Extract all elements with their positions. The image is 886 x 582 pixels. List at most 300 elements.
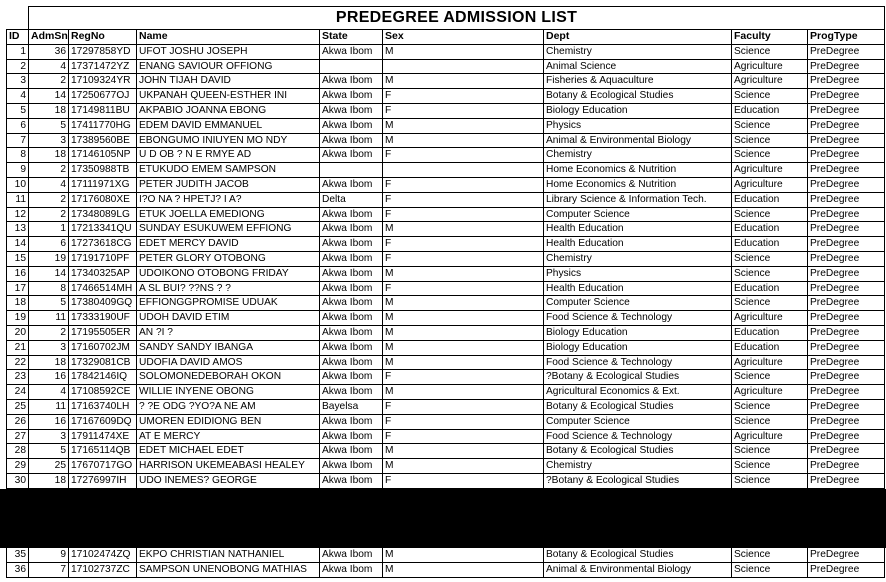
table-row xyxy=(7,370,885,385)
cell-admsn: 4 xyxy=(29,385,69,400)
cell-progtype: PreDegree xyxy=(808,118,885,133)
cell-state: Akwa Ibom xyxy=(320,103,383,118)
cell-state xyxy=(320,163,383,178)
table-row xyxy=(7,562,885,577)
cell-dept: Food Science & Technology xyxy=(544,311,732,326)
cell-name: ETUK JOELLA EMEDIONG xyxy=(137,207,320,222)
cell-regno: 17389560BE xyxy=(69,133,137,148)
cell-admsn: 3 xyxy=(29,429,69,444)
cell-dept: Health Education xyxy=(544,281,732,296)
cell-dept: ?Botany & Ecological Studies xyxy=(544,370,732,385)
cell-id: 30 xyxy=(7,473,29,488)
cell-progtype: PreDegree xyxy=(808,89,885,104)
cell-id: 1 xyxy=(7,44,29,59)
cell-dept: Food Science & Technology xyxy=(544,429,732,444)
cell-sex: F xyxy=(383,370,544,385)
cell-name: SANDY SANDY IBANGA xyxy=(137,340,320,355)
cell-admsn: 5 xyxy=(29,296,69,311)
cell-id: 19 xyxy=(7,311,29,326)
cell-progtype: PreDegree xyxy=(808,311,885,326)
cell-faculty: Science xyxy=(732,399,808,414)
cell-admsn: 8 xyxy=(29,281,69,296)
cell-admsn: 3 xyxy=(29,340,69,355)
cell-dept: Animal & Environmental Biology xyxy=(544,562,732,577)
cell-name: AT E MERCY xyxy=(137,429,320,444)
cell-state: Akwa Ibom xyxy=(320,311,383,326)
cell-admsn: 6 xyxy=(29,237,69,252)
header-row xyxy=(7,30,885,45)
cell-regno: 17842146IQ xyxy=(69,370,137,385)
cell-name: U D OB ? N E RMYE AD xyxy=(137,148,320,163)
cell-id: 4 xyxy=(7,89,29,104)
cell-sex: M xyxy=(383,222,544,237)
cell-name: UDOH DAVID ETIM xyxy=(137,311,320,326)
cell-dept: Physics xyxy=(544,266,732,281)
header-regno: RegNo xyxy=(69,30,137,45)
admission-list-sheet xyxy=(6,6,884,504)
cell-state: Delta xyxy=(320,192,383,207)
cell-dept: Agricultural Economics & Ext. xyxy=(544,385,732,400)
table-row xyxy=(7,325,885,340)
cell-dept: Chemistry xyxy=(544,44,732,59)
cell-id: 18 xyxy=(7,296,29,311)
header-state: State xyxy=(320,30,383,45)
cell-id: 27 xyxy=(7,429,29,444)
header-admsn: AdmSn xyxy=(29,30,69,45)
cell-admsn: 5 xyxy=(29,444,69,459)
cell-dept: Physics xyxy=(544,118,732,133)
cell-dept: Food Science & Technology xyxy=(544,355,732,370)
cell-state: Akwa Ibom xyxy=(320,177,383,192)
cell-id: 36 xyxy=(7,562,29,577)
cell-faculty: Agriculture xyxy=(732,177,808,192)
cell-progtype: PreDegree xyxy=(808,459,885,474)
cell-name: UKPANAH QUEEN-ESTHER INI xyxy=(137,89,320,104)
cell-progtype: PreDegree xyxy=(808,59,885,74)
cell-sex: F xyxy=(383,429,544,444)
cell-faculty: Education xyxy=(732,192,808,207)
cell-sex xyxy=(383,163,544,178)
cell-state: Akwa Ibom xyxy=(320,222,383,237)
table-row xyxy=(7,281,885,296)
cell-dept: Biology Education xyxy=(544,103,732,118)
cell-name: UDOIKONO OTOBONG FRIDAY xyxy=(137,266,320,281)
cell-state: Akwa Ibom xyxy=(320,118,383,133)
cell-state: Akwa Ibom xyxy=(320,133,383,148)
cell-sex: M xyxy=(383,340,544,355)
cell-faculty: Agriculture xyxy=(732,355,808,370)
cell-progtype: PreDegree xyxy=(808,325,885,340)
cell-name: UDOFIA DAVID AMOS xyxy=(137,355,320,370)
cell-progtype: PreDegree xyxy=(808,74,885,89)
cell-dept: Chemistry xyxy=(544,251,732,266)
cell-sex: F xyxy=(383,89,544,104)
cell-id: 6 xyxy=(7,118,29,133)
cell-id: 3 xyxy=(7,74,29,89)
admission-table-bottom xyxy=(6,547,884,578)
cell-dept: Botany & Ecological Studies xyxy=(544,399,732,414)
cell-dept: Animal & Environmental Biology xyxy=(544,133,732,148)
cell-state: Akwa Ibom xyxy=(320,340,383,355)
cell-name: A SL BUI? ??NS ? ? xyxy=(137,281,320,296)
title-row xyxy=(7,7,885,30)
cell-regno: 17911474XE xyxy=(69,429,137,444)
cell-sex: M xyxy=(383,444,544,459)
cell-state: Akwa Ibom xyxy=(320,459,383,474)
table-row xyxy=(7,207,885,222)
cell-regno: 17348089LG xyxy=(69,207,137,222)
table-row xyxy=(7,473,885,488)
cell-faculty: Science xyxy=(732,370,808,385)
cell-sex: M xyxy=(383,133,544,148)
table-row xyxy=(7,414,885,429)
cell-state: Akwa Ibom xyxy=(320,414,383,429)
table-row xyxy=(7,429,885,444)
cell-id: 28 xyxy=(7,444,29,459)
cell-sex: M xyxy=(383,311,544,326)
cell-sex: M xyxy=(383,325,544,340)
cell-sex: F xyxy=(383,192,544,207)
cell-id: 7 xyxy=(7,133,29,148)
cell-regno: 17165114QB xyxy=(69,444,137,459)
table-row xyxy=(7,192,885,207)
cell-admsn: 14 xyxy=(29,89,69,104)
cell-name: I?O NA ? HPETJ? I A? xyxy=(137,192,320,207)
cell-sex: M xyxy=(383,74,544,89)
cell-id: 2 xyxy=(7,59,29,74)
cell-admsn: 36 xyxy=(29,44,69,59)
cell-faculty: Agriculture xyxy=(732,385,808,400)
cell-id: 12 xyxy=(7,207,29,222)
cell-regno: 17167609DQ xyxy=(69,414,137,429)
cell-faculty: Science xyxy=(732,473,808,488)
cell-id: 21 xyxy=(7,340,29,355)
cell-regno: 17329081CB xyxy=(69,355,137,370)
page-title: PREDEGREE ADMISSION LIST xyxy=(29,7,885,30)
cell-admsn: 9 xyxy=(29,548,69,563)
cell-dept: Home Economics & Nutrition xyxy=(544,163,732,178)
cell-progtype: PreDegree xyxy=(808,340,885,355)
cell-dept: Biology Education xyxy=(544,325,732,340)
cell-dept: Library Science & Information Tech. xyxy=(544,192,732,207)
cell-dept: Botany & Ecological Studies xyxy=(544,444,732,459)
cell-name: UFOT JOSHU JOSEPH xyxy=(137,44,320,59)
cell-dept: ?Botany & Ecological Studies xyxy=(544,473,732,488)
cell-sex: F xyxy=(383,148,544,163)
cell-state: Akwa Ibom xyxy=(320,266,383,281)
cell-state: Akwa Ibom xyxy=(320,281,383,296)
table-row xyxy=(7,74,885,89)
cell-sex: M xyxy=(383,385,544,400)
cell-sex: F xyxy=(383,473,544,488)
cell-id: 14 xyxy=(7,237,29,252)
cell-faculty: Education xyxy=(732,281,808,296)
cell-id: 11 xyxy=(7,192,29,207)
table-row xyxy=(7,133,885,148)
cell-admsn: 2 xyxy=(29,325,69,340)
cell-regno: 17109324YR xyxy=(69,74,137,89)
cell-name: EKPO CHRISTIAN NATHANIEL xyxy=(137,548,320,563)
cell-regno: 17250677OJ xyxy=(69,89,137,104)
cell-id: 8 xyxy=(7,148,29,163)
cell-sex xyxy=(383,59,544,74)
table-row xyxy=(7,296,885,311)
cell-id: 22 xyxy=(7,355,29,370)
table-row xyxy=(7,148,885,163)
cell-state: Akwa Ibom xyxy=(320,385,383,400)
cell-admsn: 5 xyxy=(29,118,69,133)
redaction-bar xyxy=(0,489,886,548)
cell-regno: 17466514MH xyxy=(69,281,137,296)
cell-admsn: 2 xyxy=(29,207,69,222)
cell-progtype: PreDegree xyxy=(808,207,885,222)
cell-dept: Health Education xyxy=(544,222,732,237)
cell-progtype: PreDegree xyxy=(808,562,885,577)
cell-admsn: 4 xyxy=(29,59,69,74)
cell-state: Akwa Ibom xyxy=(320,89,383,104)
cell-regno: 17340325AP xyxy=(69,266,137,281)
cell-progtype: PreDegree xyxy=(808,355,885,370)
cell-state: Akwa Ibom xyxy=(320,148,383,163)
cell-progtype: PreDegree xyxy=(808,163,885,178)
cell-sex: F xyxy=(383,103,544,118)
cell-sex: M xyxy=(383,266,544,281)
cell-sex: F xyxy=(383,237,544,252)
cell-faculty: Science xyxy=(732,133,808,148)
cell-progtype: PreDegree xyxy=(808,237,885,252)
cell-dept: Chemistry xyxy=(544,148,732,163)
cell-progtype: PreDegree xyxy=(808,103,885,118)
table-row xyxy=(7,459,885,474)
cell-faculty: Agriculture xyxy=(732,74,808,89)
cell-admsn: 18 xyxy=(29,103,69,118)
cell-name: AKPABIO JOANNA EBONG xyxy=(137,103,320,118)
cell-admsn: 16 xyxy=(29,370,69,385)
cell-progtype: PreDegree xyxy=(808,222,885,237)
cell-name: ETUKUDO EMEM SAMPSON xyxy=(137,163,320,178)
cell-id: 9 xyxy=(7,163,29,178)
cell-state: Akwa Ibom xyxy=(320,370,383,385)
header-dept: Dept xyxy=(544,30,732,45)
admission-table xyxy=(6,6,885,504)
cell-regno: 17333190UF xyxy=(69,311,137,326)
cell-progtype: PreDegree xyxy=(808,414,885,429)
cell-admsn: 25 xyxy=(29,459,69,474)
cell-state: Bayelsa xyxy=(320,399,383,414)
cell-progtype: PreDegree xyxy=(808,370,885,385)
cell-progtype: PreDegree xyxy=(808,281,885,296)
cell-admsn: 2 xyxy=(29,163,69,178)
cell-admsn: 14 xyxy=(29,266,69,281)
cell-admsn: 11 xyxy=(29,399,69,414)
table-row xyxy=(7,237,885,252)
cell-id: 35 xyxy=(7,548,29,563)
cell-name: EFFIONGGPROMISE UDUAK xyxy=(137,296,320,311)
cell-id: 10 xyxy=(7,177,29,192)
cell-name: EDET MERCY DAVID xyxy=(137,237,320,252)
cell-name: EDEM DAVID EMMANUEL xyxy=(137,118,320,133)
cell-state: Akwa Ibom xyxy=(320,325,383,340)
cell-admsn: 7 xyxy=(29,562,69,577)
cell-faculty: Science xyxy=(732,266,808,281)
table-row xyxy=(7,355,885,370)
cell-sex: F xyxy=(383,399,544,414)
header-progtype: ProgType xyxy=(808,30,885,45)
cell-faculty: Agriculture xyxy=(732,429,808,444)
cell-id: 26 xyxy=(7,414,29,429)
cell-sex: M xyxy=(383,459,544,474)
cell-regno: 17411770HG xyxy=(69,118,137,133)
cell-admsn: 4 xyxy=(29,177,69,192)
cell-admsn: 1 xyxy=(29,222,69,237)
cell-regno: 17195505ER xyxy=(69,325,137,340)
cell-admsn: 16 xyxy=(29,414,69,429)
cell-progtype: PreDegree xyxy=(808,133,885,148)
cell-regno: 17273618CG xyxy=(69,237,137,252)
cell-id: 24 xyxy=(7,385,29,400)
cell-name: PETER JUDITH JACOB xyxy=(137,177,320,192)
cell-progtype: PreDegree xyxy=(808,444,885,459)
cell-regno: 17163740LH xyxy=(69,399,137,414)
cell-progtype: PreDegree xyxy=(808,296,885,311)
cell-state: Akwa Ibom xyxy=(320,429,383,444)
cell-faculty: Agriculture xyxy=(732,311,808,326)
cell-faculty: Agriculture xyxy=(732,163,808,178)
cell-id: 15 xyxy=(7,251,29,266)
cell-faculty: Science xyxy=(732,44,808,59)
cell-sex: F xyxy=(383,251,544,266)
table-row xyxy=(7,222,885,237)
header-id: ID xyxy=(7,30,29,45)
cell-faculty: Science xyxy=(732,296,808,311)
cell-state xyxy=(320,59,383,74)
cell-progtype: PreDegree xyxy=(808,399,885,414)
cell-id: 23 xyxy=(7,370,29,385)
cell-faculty: Science xyxy=(732,207,808,222)
cell-state: Akwa Ibom xyxy=(320,473,383,488)
cell-sex: M xyxy=(383,355,544,370)
cell-regno: 17191710PF xyxy=(69,251,137,266)
cell-faculty: Science xyxy=(732,251,808,266)
cell-dept: Botany & Ecological Studies xyxy=(544,548,732,563)
table-row xyxy=(7,89,885,104)
header-name: Name xyxy=(137,30,320,45)
cell-dept: Animal Science xyxy=(544,59,732,74)
cell-state: Akwa Ibom xyxy=(320,355,383,370)
cell-id: 17 xyxy=(7,281,29,296)
cell-state: Akwa Ibom xyxy=(320,296,383,311)
cell-name: PETER GLORY OTOBONG xyxy=(137,251,320,266)
cell-dept: Computer Science xyxy=(544,296,732,311)
cell-sex: M xyxy=(383,562,544,577)
cell-faculty: Science xyxy=(732,459,808,474)
cell-name: EDET MICHAEL EDET xyxy=(137,444,320,459)
cell-name: HARRISON UKEMEABASI HEALEY xyxy=(137,459,320,474)
table-row xyxy=(7,548,885,563)
cell-regno: 17160702JM xyxy=(69,340,137,355)
cell-regno: 17102474ZQ xyxy=(69,548,137,563)
table-row xyxy=(7,444,885,459)
cell-name: UMOREN EDIDIONG BEN xyxy=(137,414,320,429)
cell-name: ENANG SAVIOUR OFFIONG xyxy=(137,59,320,74)
cell-progtype: PreDegree xyxy=(808,548,885,563)
table-row xyxy=(7,266,885,281)
cell-progtype: PreDegree xyxy=(808,192,885,207)
cell-progtype: PreDegree xyxy=(808,177,885,192)
cell-regno: 17213341QU xyxy=(69,222,137,237)
cell-id: 13 xyxy=(7,222,29,237)
table-row xyxy=(7,177,885,192)
cell-sex: F xyxy=(383,207,544,222)
cell-state: Akwa Ibom xyxy=(320,44,383,59)
cell-progtype: PreDegree xyxy=(808,251,885,266)
table-row xyxy=(7,385,885,400)
cell-name: SUNDAY ESUKUWEM EFFIONG xyxy=(137,222,320,237)
cell-regno: 17102737ZC xyxy=(69,562,137,577)
cell-dept: Health Education xyxy=(544,237,732,252)
table-row xyxy=(7,44,885,59)
cell-dept: Fisheries & Aquaculture xyxy=(544,74,732,89)
cell-sex: M xyxy=(383,296,544,311)
cell-faculty: Science xyxy=(732,118,808,133)
cell-faculty: Education xyxy=(732,222,808,237)
cell-faculty: Education xyxy=(732,237,808,252)
header-sex: Sex xyxy=(383,30,544,45)
cell-dept: Computer Science xyxy=(544,414,732,429)
table-row xyxy=(7,59,885,74)
cell-id: 20 xyxy=(7,325,29,340)
cell-state: Akwa Ibom xyxy=(320,207,383,222)
cell-sex: M xyxy=(383,44,544,59)
cell-name: SAMPSON UNENOBONG MATHIAS xyxy=(137,562,320,577)
cell-regno: 17108592CE xyxy=(69,385,137,400)
cell-id: 25 xyxy=(7,399,29,414)
table-row xyxy=(7,399,885,414)
cell-name: JOHN TIJAH DAVID xyxy=(137,74,320,89)
cell-progtype: PreDegree xyxy=(808,44,885,59)
cell-regno: 17350988TB xyxy=(69,163,137,178)
cell-regno: 17276997IH xyxy=(69,473,137,488)
cell-regno: 17149811BU xyxy=(69,103,137,118)
cell-name: ? ?E ODG ?YO?A NE AM xyxy=(137,399,320,414)
cell-id: 16 xyxy=(7,266,29,281)
cell-dept: Chemistry xyxy=(544,459,732,474)
cell-admsn: 18 xyxy=(29,355,69,370)
cell-progtype: PreDegree xyxy=(808,266,885,281)
cell-dept: Biology Education xyxy=(544,340,732,355)
cell-progtype: PreDegree xyxy=(808,473,885,488)
cell-regno: 17380409GQ xyxy=(69,296,137,311)
table-row xyxy=(7,251,885,266)
cell-regno: 17111971XG xyxy=(69,177,137,192)
cell-regno: 17176080XE xyxy=(69,192,137,207)
cell-sex: F xyxy=(383,177,544,192)
cell-sex: F xyxy=(383,281,544,296)
table-row xyxy=(7,163,885,178)
cell-admsn: 11 xyxy=(29,311,69,326)
cell-admsn: 2 xyxy=(29,74,69,89)
cell-name: WILLIE INYENE OBONG xyxy=(137,385,320,400)
cell-faculty: Education xyxy=(732,325,808,340)
cell-state: Akwa Ibom xyxy=(320,444,383,459)
cell-faculty: Science xyxy=(732,444,808,459)
cell-id: 29 xyxy=(7,459,29,474)
table-row xyxy=(7,118,885,133)
cell-faculty: Science xyxy=(732,548,808,563)
cell-state: Akwa Ibom xyxy=(320,548,383,563)
cell-state: Akwa Ibom xyxy=(320,74,383,89)
table-row xyxy=(7,340,885,355)
